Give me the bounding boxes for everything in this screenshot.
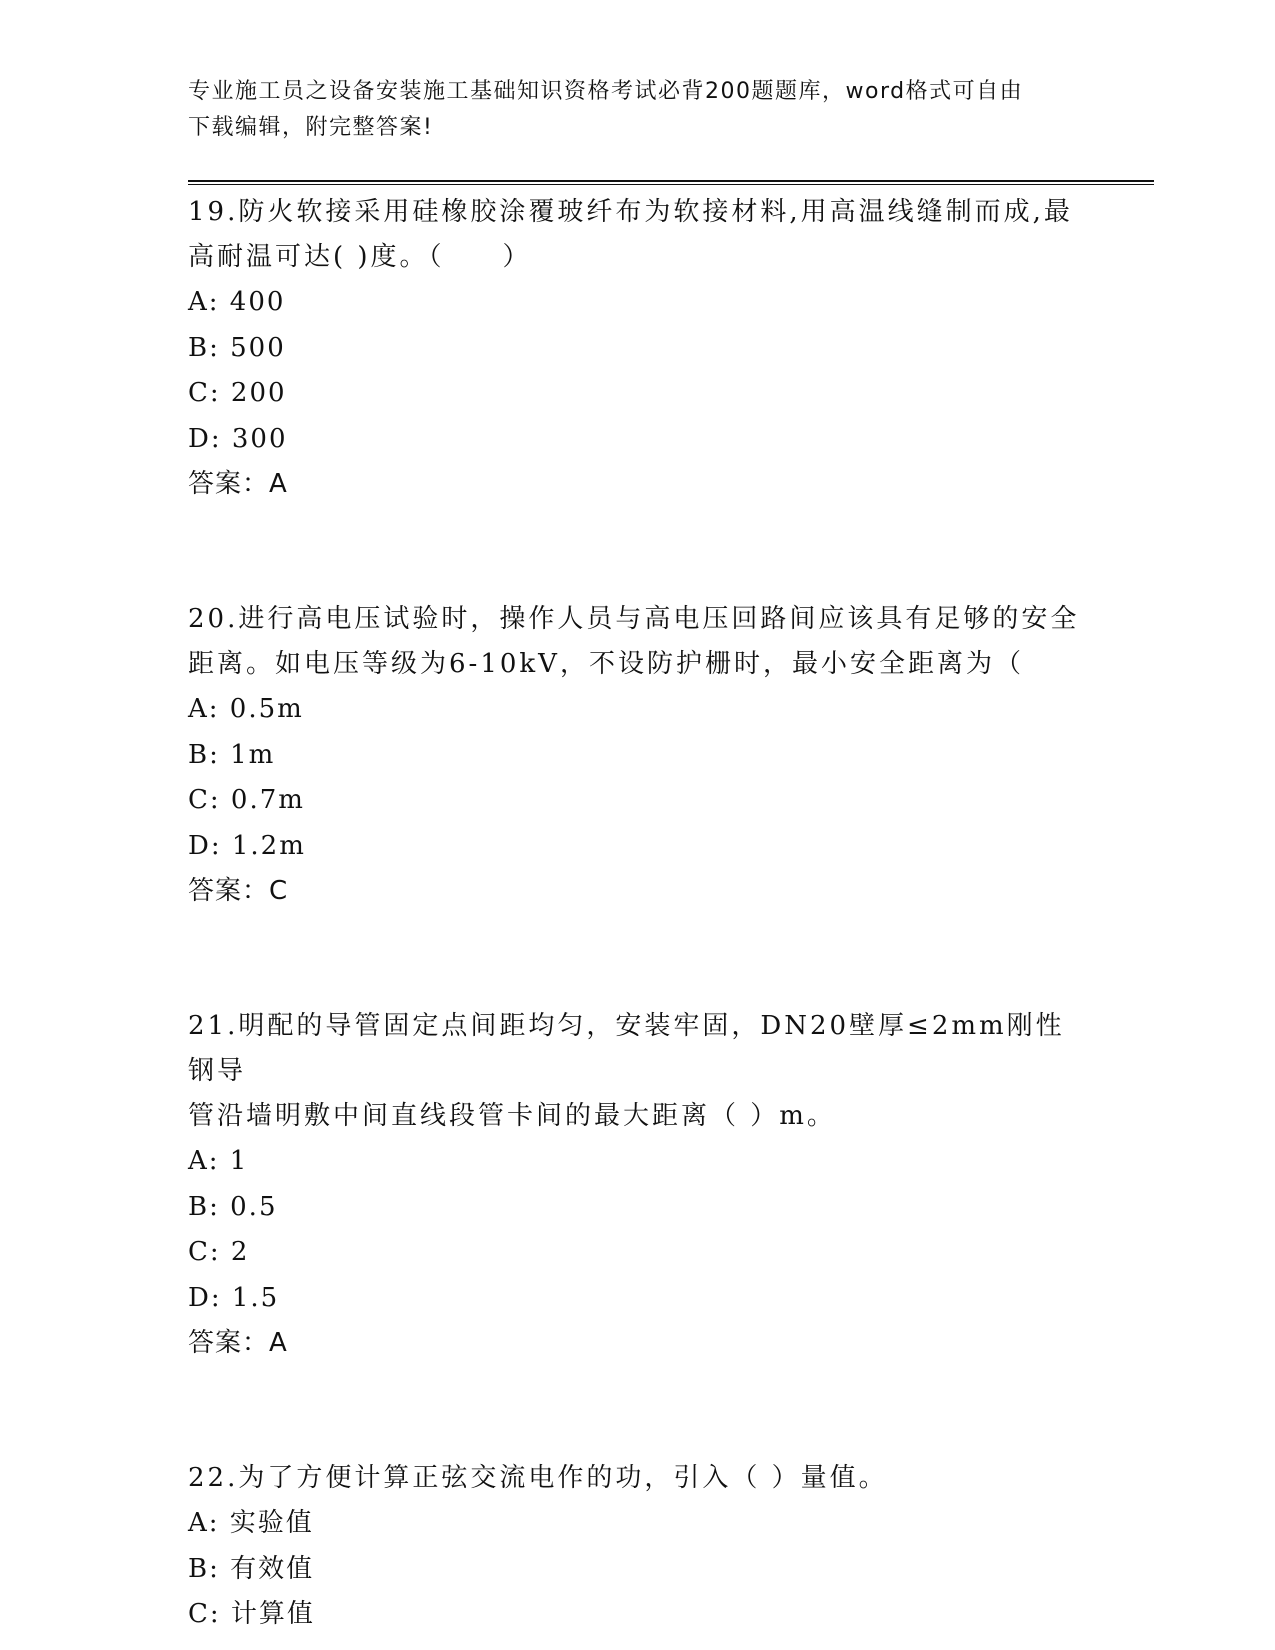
question-stem-line: 管沿墙明敷中间直线段管卡间的最大距离（ ）m。: [188, 1101, 836, 1131]
answer-line: 答案：C: [188, 876, 289, 906]
question-list: [188, 190, 1088, 1638]
option-d: D: 300: [188, 423, 288, 454]
answer-line: 答案：A: [188, 1328, 288, 1358]
option-b: B: 1m: [188, 739, 276, 770]
header-divider-thin: [188, 184, 1154, 185]
question-stem-line: 20.进行高电压试验时，操作人员与高电压回路间应该具有足够的安全: [188, 604, 1080, 634]
question-stem-line: 19.防火软接采用硅橡胶涂覆玻纤布为软接材料,用高温线缝制而成,最: [188, 197, 1073, 227]
option-a: A: 1: [188, 1146, 249, 1176]
question-20: [188, 597, 1088, 914]
question-stem-line: 高耐温可达( )度。（ ）: [188, 242, 532, 272]
question-stem-line: 距离。如电压等级为6-10kV，不设防护栅时，最小安全距离为（: [188, 649, 1024, 679]
option-c: C: 200: [188, 378, 287, 408]
document-header: [188, 74, 1068, 146]
option-d: D: 1.2m: [188, 830, 306, 861]
option-a: A: 0.5m: [188, 694, 304, 724]
option-d: D: 1.5: [188, 1282, 280, 1313]
option-c: C: 计算值: [188, 1599, 315, 1629]
option-b: B: 有效值: [188, 1553, 315, 1584]
question-21: [188, 1004, 1088, 1366]
question-19: [188, 190, 1088, 507]
header-title-line-1: 专业施工员之设备安装施工基础知识资格考试必背200题题库，word格式可自由: [188, 79, 1024, 104]
answer-line: 答案：A: [188, 469, 288, 499]
option-c: C: 2: [188, 1237, 250, 1267]
option-b: B: 0.5: [188, 1191, 278, 1222]
option-c: C: 0.7m: [188, 785, 305, 815]
header-divider-thick: [188, 180, 1154, 182]
option-b: B: 500: [188, 332, 286, 363]
question-stem-line: 22.为了方便计算正弦交流电作的功，引入（ ）量值。: [188, 1463, 888, 1493]
option-a: A: 400: [188, 287, 286, 317]
option-a: A: 实验值: [188, 1508, 314, 1538]
header-title-line-2: 下载编辑，附完整答案!: [188, 115, 434, 140]
question-stem-line: 21.明配的导管固定点间距均匀，安装牢固，DN20壁厚≤2mm刚性钢导: [188, 1011, 1065, 1086]
question-22: [188, 1456, 1088, 1638]
